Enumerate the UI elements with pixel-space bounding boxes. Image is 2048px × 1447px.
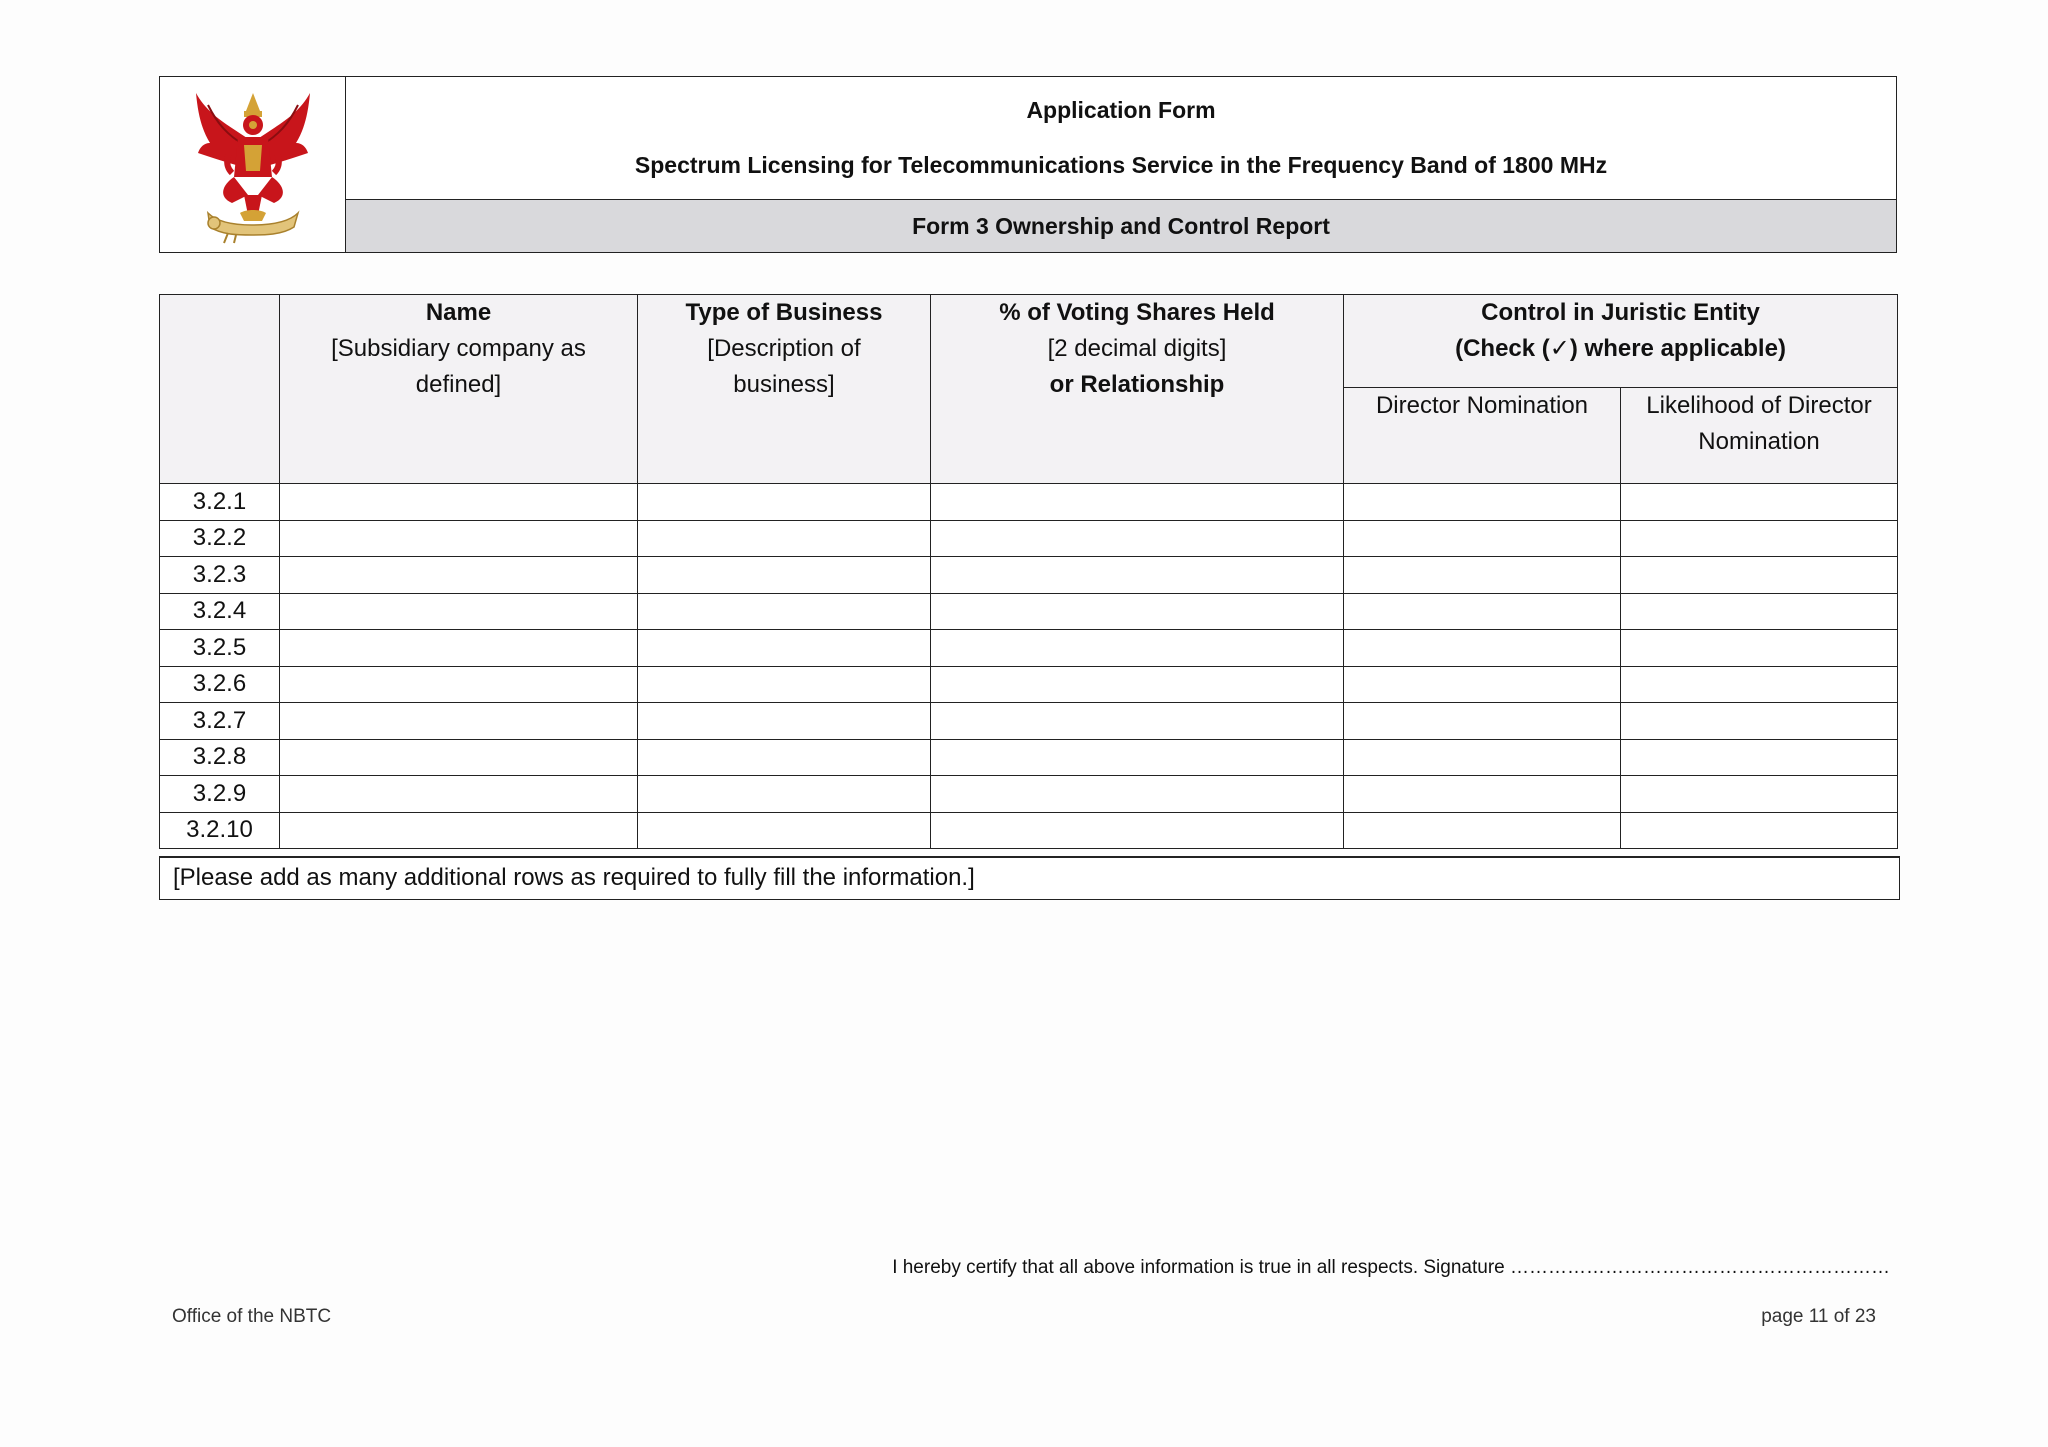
form-title: Application Form [1026, 97, 1216, 123]
business-cell[interactable] [638, 593, 931, 630]
likelihood-cell[interactable] [1621, 776, 1898, 813]
name-column-header [280, 295, 638, 484]
business-cell[interactable] [638, 812, 931, 849]
row-number: 3.2.3 [160, 557, 280, 594]
row-number: 3.2.9 [160, 776, 280, 813]
business-cell[interactable] [638, 557, 931, 594]
director-nomination-cell[interactable] [1344, 739, 1621, 776]
likelihood-cell[interactable] [1621, 739, 1898, 776]
director-nomination-cell[interactable] [1344, 776, 1621, 813]
director-nomination-cell[interactable] [1344, 630, 1621, 667]
row-number: 3.2.7 [160, 703, 280, 740]
name-column-title: Name [425, 299, 492, 326]
likelihood-cell[interactable] [1621, 520, 1898, 557]
garuda-emblem-icon [188, 85, 318, 245]
voting-cell[interactable] [931, 630, 1344, 667]
likelihood-cell[interactable] [1621, 484, 1898, 521]
voting-cell[interactable] [931, 776, 1344, 813]
table-row [160, 484, 1898, 521]
name-cell[interactable] [280, 666, 638, 703]
row-number: 3.2.4 [160, 593, 280, 630]
business-cell[interactable] [638, 484, 931, 521]
name-cell[interactable] [280, 776, 638, 813]
certification-signature-line: I hereby certify that all above information is true in all respects. Signature …………………………………………………… [892, 1257, 1890, 1278]
likelihood-cell[interactable] [1621, 557, 1898, 594]
row-number: 3.2.10 [160, 812, 280, 849]
form-section-title: Form 3 Ownership and Control Report [346, 200, 1896, 252]
footer-office: Office of the NBTC [172, 1306, 332, 1327]
logo-cell [160, 77, 346, 252]
table-row [160, 557, 1898, 594]
row-number: 3.2.2 [160, 520, 280, 557]
name-cell[interactable] [280, 520, 638, 557]
likelihood-cell[interactable] [1621, 630, 1898, 667]
form-header [159, 76, 1897, 253]
business-column-desc-2: business] [733, 371, 835, 398]
business-cell[interactable] [638, 666, 931, 703]
voting-column-or: or Relationship [1049, 371, 1225, 398]
voting-cell[interactable] [931, 703, 1344, 740]
row-number: 3.2.1 [160, 484, 280, 521]
likelihood-cell[interactable] [1621, 666, 1898, 703]
director-nomination-cell[interactable] [1344, 484, 1621, 521]
footer-page-number: page 11 of 23 [1761, 1306, 1876, 1327]
director-nomination-cell[interactable] [1344, 593, 1621, 630]
table-row [160, 703, 1898, 740]
director-nomination-label: Director Nomination [1375, 392, 1589, 419]
name-cell[interactable] [280, 630, 638, 667]
additional-rows-note: [Please add as many additional rows as required to fully fill the information.] [159, 856, 1900, 900]
name-cell[interactable] [280, 484, 638, 521]
director-nomination-cell[interactable] [1344, 557, 1621, 594]
likelihood-cell[interactable] [1621, 593, 1898, 630]
likelihood-cell[interactable] [1621, 703, 1898, 740]
control-column-title: Control in Juristic Entity [1481, 299, 1760, 326]
business-column-desc-1: [Description of [707, 335, 861, 362]
likelihood-cell[interactable] [1621, 812, 1898, 849]
name-cell[interactable] [280, 593, 638, 630]
business-cell[interactable] [638, 520, 931, 557]
voting-column-header [931, 295, 1344, 484]
row-number: 3.2.6 [160, 666, 280, 703]
table-row [160, 593, 1898, 630]
likelihood-label-1: Likelihood of Director [1646, 392, 1872, 419]
voting-cell[interactable] [931, 666, 1344, 703]
control-column-check: (Check (✓) where applicable) [1455, 335, 1786, 362]
business-column-title: Type of Business [685, 299, 883, 326]
row-number: 3.2.5 [160, 630, 280, 667]
business-cell[interactable] [638, 776, 931, 813]
voting-cell[interactable] [931, 739, 1344, 776]
director-nomination-cell[interactable] [1344, 520, 1621, 557]
name-column-desc-2: defined] [415, 371, 502, 398]
name-cell[interactable] [280, 739, 638, 776]
name-cell[interactable] [280, 557, 638, 594]
voting-cell[interactable] [931, 812, 1344, 849]
voting-cell[interactable] [931, 557, 1344, 594]
business-column-header [638, 295, 931, 484]
name-cell[interactable] [280, 703, 638, 740]
table-row [160, 812, 1898, 849]
table-row [160, 520, 1898, 557]
director-nomination-cell[interactable] [1344, 703, 1621, 740]
title-block [346, 77, 1896, 200]
voting-column-desc: [2 decimal digits] [1047, 335, 1227, 362]
likelihood-label-2: Nomination [1698, 428, 1820, 455]
form-subtitle: Spectrum Licensing for Telecommunications Service in the Frequency Band of 1800 MHz [634, 152, 1608, 178]
business-cell[interactable] [638, 703, 931, 740]
voting-column-title: % of Voting Shares Held [999, 299, 1275, 326]
business-cell[interactable] [638, 739, 931, 776]
name-column-desc-1: [Subsidiary company as [331, 335, 586, 362]
control-column-header [1344, 295, 1898, 388]
title-cell [346, 77, 1896, 252]
row-number: 3.2.8 [160, 739, 280, 776]
table-row [160, 776, 1898, 813]
voting-cell[interactable] [931, 593, 1344, 630]
ownership-table [159, 294, 1898, 849]
table-row [160, 630, 1898, 667]
director-nomination-cell[interactable] [1344, 812, 1621, 849]
voting-cell[interactable] [931, 484, 1344, 521]
name-cell[interactable] [280, 812, 638, 849]
likelihood-header [1621, 388, 1898, 484]
table-body [160, 484, 1898, 849]
table-row [160, 739, 1898, 776]
table-row [160, 666, 1898, 703]
row-number-header [160, 295, 280, 484]
director-nomination-cell[interactable] [1344, 666, 1621, 703]
business-cell[interactable] [638, 630, 931, 667]
director-nomination-header [1344, 388, 1621, 484]
voting-cell[interactable] [931, 520, 1344, 557]
